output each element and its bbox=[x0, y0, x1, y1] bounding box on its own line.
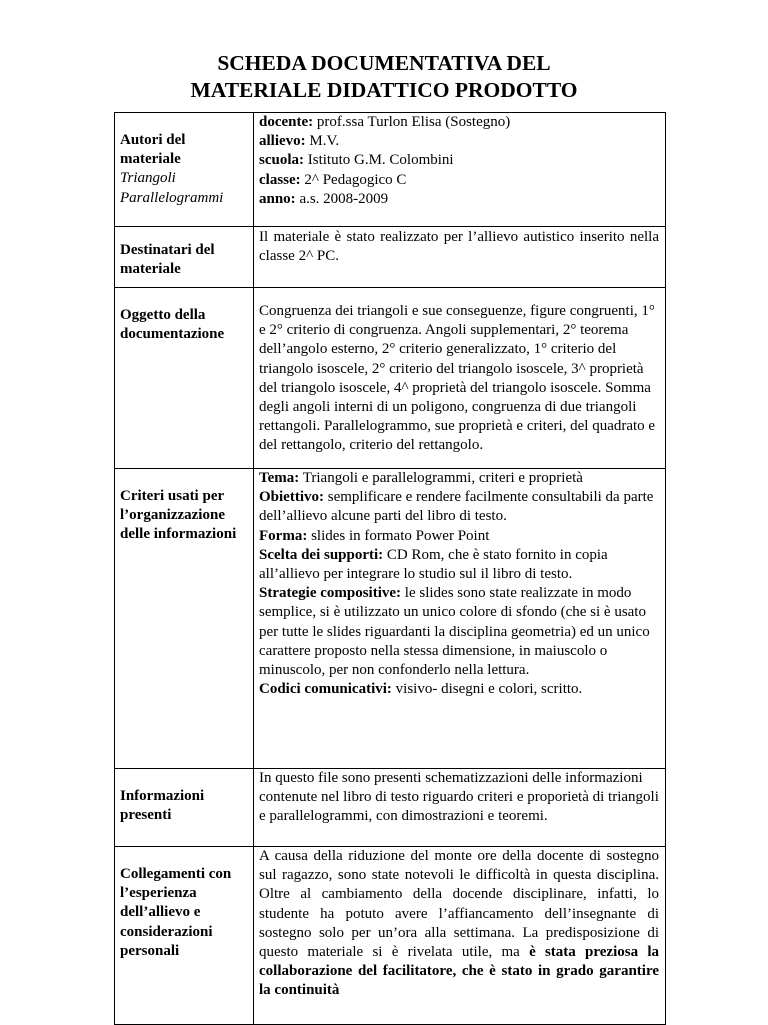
title-line-1: SCHEDA DOCUMENTATIVA DEL bbox=[217, 51, 551, 75]
line-supporti bbox=[259, 546, 659, 584]
anno-key: anno: bbox=[259, 190, 296, 207]
row-collegamenti bbox=[115, 847, 666, 1025]
strategie-key: Strategie compositive: bbox=[259, 585, 402, 602]
collegamenti-text-bold: è stata preziosa la collaborazione del facilitatore, che è stato in grado garantire la continuità bbox=[259, 944, 660, 999]
line-tema bbox=[259, 469, 659, 488]
collegamenti-text: A causa della riduzione del monte ore della docente di sostegno sul ragazzo, sono state notevoli le difficoltà in questa disciplina. Oltre al cambiamento della docende disciplinare, infatti, lo studente ha potuto avere l’affiancamento dell’insegnante di sostegno solo per un’ora alla settimana. La predisposizione di questo materiale si è rivelata utile, ma bbox=[259, 848, 659, 961]
content-oggetto bbox=[254, 288, 666, 469]
forma-value: slides in formato Power Point bbox=[307, 527, 490, 544]
scuola-value: Istituto G.M. Colombini bbox=[304, 152, 454, 169]
obiettivo-key: Obiettivo: bbox=[259, 489, 324, 506]
classe-value: 2^ Pedagogico C bbox=[300, 171, 407, 188]
content-informazioni bbox=[254, 769, 666, 847]
docente-value: prof.ssa Turlon Elisa (Sostegno) bbox=[313, 114, 511, 130]
line-strategie bbox=[259, 584, 659, 680]
label-destinatari bbox=[115, 227, 254, 288]
line-forma bbox=[259, 527, 659, 546]
row-oggetto bbox=[115, 288, 666, 469]
title-line-2: MATERIALE DIDATTICO PRODOTTO bbox=[190, 78, 578, 102]
line-allievo bbox=[259, 132, 659, 151]
anno-value: a.s. 2008-2009 bbox=[295, 190, 389, 207]
label-autori-italic-2: Parallelogrammi bbox=[120, 189, 224, 206]
line-classe bbox=[259, 171, 659, 190]
label-oggetto-text: Oggetto della documentazione bbox=[120, 307, 225, 343]
label-informazioni-text: Informazioni presenti bbox=[120, 788, 205, 824]
document-title bbox=[0, 50, 768, 104]
obiettivo-value: semplificare e rendere facilmente consultabili da parte dell’allievo alcune parti del libro di testo. bbox=[259, 489, 654, 525]
content-collegamenti bbox=[254, 847, 666, 1025]
label-criteri bbox=[115, 469, 254, 769]
codici-value: visivo- disegni e colori, scritto. bbox=[391, 681, 583, 698]
line-scuola bbox=[259, 151, 659, 170]
codici-key: Codici comunicativi: bbox=[259, 681, 392, 698]
label-autori bbox=[115, 113, 254, 227]
label-autori-italic-1: Triangoli bbox=[120, 170, 176, 187]
row-destinatari bbox=[115, 227, 666, 288]
content-destinatari bbox=[254, 227, 666, 288]
supporti-key: Scelta dei supporti: bbox=[259, 546, 384, 563]
line-codici bbox=[259, 680, 659, 699]
line-anno bbox=[259, 190, 659, 209]
docente-key: docente: bbox=[259, 114, 314, 130]
allievo-key: allievo: bbox=[259, 133, 306, 150]
label-autori-text: Autori del materiale bbox=[120, 132, 186, 168]
label-collegamenti-text: Collegamenti con l’esperienza dell’allievo e considerazioni personali bbox=[120, 866, 232, 959]
label-collegamenti bbox=[115, 847, 254, 1025]
informazioni-text: In questo file sono presenti schematizzazioni delle informazioni contenute nel libro di testo riguardo criteri e proporietà di triangoli e parallelogrammi, con dimostrazioni e teoremi. bbox=[259, 770, 659, 825]
tema-key: Tema: bbox=[259, 470, 300, 486]
content-autori bbox=[254, 113, 666, 227]
line-obiettivo bbox=[259, 488, 659, 526]
allievo-value: M.V. bbox=[305, 133, 340, 150]
line-docente bbox=[259, 113, 659, 132]
label-destinatari-text: Destinatari del materiale bbox=[120, 242, 215, 278]
label-criteri-text: Criteri usati per l’organizzazione delle informazioni bbox=[120, 488, 237, 543]
supporti-value: CD Rom, che è stato fornito in copia all’allievo per integrare lo studio sul il libro di testo. bbox=[259, 546, 608, 583]
strategie-value: le slides sono state realizzate in modo semplice, si è utilizzato un unico colore di sfondo (che si è usato per tutte le slides riguardanti la disciplina geometria) ed un unico carattere proposto nella stessa dimensione, in maiuscolo o minuscolo, per non confonderlo nella lettura. bbox=[259, 585, 650, 679]
label-informazioni bbox=[115, 769, 254, 847]
tema-value: Triangoli e parallelogrammi, criteri e proprietà bbox=[299, 470, 583, 486]
destinatari-text: Il materiale è stato realizzato per l’allievo autistico inserito nella classe 2^ PC. bbox=[259, 229, 659, 265]
scuola-key: scuola: bbox=[259, 152, 304, 169]
classe-key: classe: bbox=[259, 171, 301, 188]
row-criteri bbox=[115, 469, 666, 769]
content-criteri bbox=[254, 469, 666, 769]
row-autori bbox=[115, 113, 666, 227]
label-oggetto bbox=[115, 288, 254, 469]
oggetto-text: Congruenza dei triangoli e sue conseguenze, figure congruenti, 1° e 2° criterio di congruenza. Angoli supplementari, 2° teorema dell’angolo esterno, 2° criterio generalizzato, 1° criterio del triangolo isoscele, 2° criterio del triangolo isoscele, 3^ proprietà del triangolo isoscele, 4^ proprietà del triangolo isoscele. Somma degli angoli interni di un poligono, congruenza di due triangoli rettangoli. Parallelogrammo, sue proprietà e criteri, del quadrato e del rettangolo, criterio del rettangolo. bbox=[259, 303, 656, 454]
documentation-table bbox=[114, 112, 666, 1025]
forma-key: Forma: bbox=[259, 527, 308, 544]
row-informazioni bbox=[115, 769, 666, 847]
